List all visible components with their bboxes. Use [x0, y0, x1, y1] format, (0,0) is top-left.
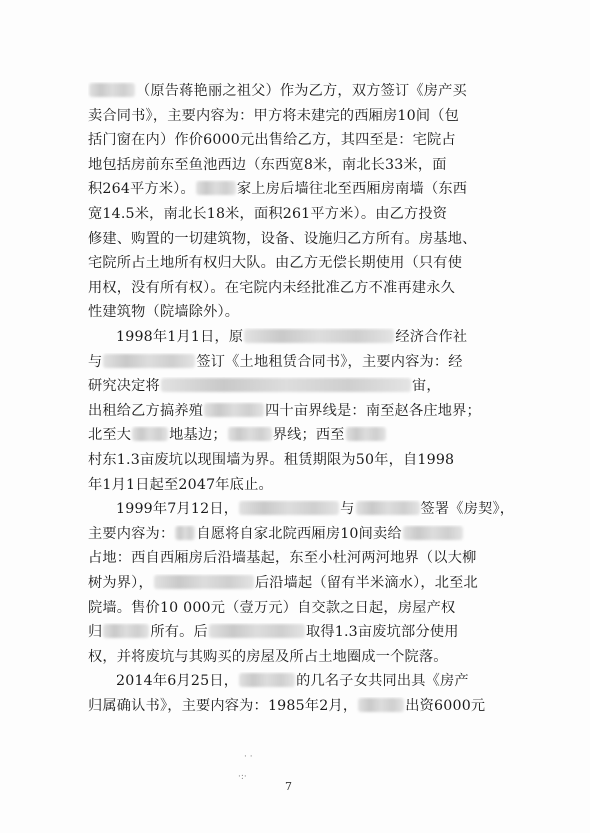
- text-segment: 归属确认书》，主要内容为：1985年2月，: [88, 698, 358, 714]
- text-line: [88, 451, 508, 469]
- text-line: [88, 549, 508, 567]
- text-line: [88, 279, 508, 297]
- text-segment: 村东1.3亩废坑以现围墙为界。租赁期限为50年，自1998: [88, 452, 455, 468]
- redaction-mark: [161, 378, 411, 392]
- text-segment: 修建、购置的一切建筑物，设备、设施归乙方所有。房基地、: [88, 230, 477, 247]
- text-segment: 权，并将废坑与其购买的房屋及所占土地圈成一个院落。: [88, 648, 448, 665]
- text-segment: 院墙。售价10 000元（壹万元）自交款之日起，房屋产权: [88, 599, 456, 616]
- redaction-mark: [356, 501, 420, 515]
- text-segment: 家上房后墙往北至西厢房南墙（东西: [236, 181, 468, 198]
- redaction-mark: [196, 181, 236, 195]
- text-segment: 取得1.3亩废坑部分使用: [305, 624, 459, 641]
- text-segment: 积264平方米）。: [88, 181, 195, 198]
- text-line: [88, 180, 508, 198]
- text-segment: 宽14.5米，南北长18米，面积261平方米）。由乙方投资: [88, 206, 448, 222]
- text-segment: 自愿将自家北院西厢房10间卖给: [196, 525, 402, 542]
- text-segment: 性建筑物（院墙除外）。: [88, 304, 240, 321]
- text-segment: 与: [340, 501, 355, 518]
- text-line: [88, 82, 508, 100]
- text-segment: 签订《土地租赁合同书》，主要内容为：经: [196, 353, 463, 370]
- text-segment: 主要内容为：: [88, 525, 175, 542]
- redaction-mark: [89, 83, 135, 97]
- text-line: [88, 525, 508, 543]
- text-segment: 与: [88, 353, 103, 370]
- redaction-mark: [154, 575, 254, 589]
- text-segment: 所有。后: [150, 624, 208, 641]
- text-line: [88, 599, 508, 617]
- text-line: [88, 205, 508, 223]
- text-line: [88, 254, 508, 272]
- text-line: [88, 500, 536, 518]
- redaction-mark: [403, 526, 463, 540]
- redaction-mark: [132, 427, 168, 441]
- text-segment: 1999年7月12日，: [116, 501, 239, 518]
- redaction-mark: [346, 427, 386, 441]
- redaction-mark: [358, 698, 404, 712]
- page-number: 7: [285, 780, 292, 793]
- text-segment: 树为界），: [88, 575, 153, 591]
- text-segment: 地包括房前东至鱼池西边（东西宽8米，南北长33米，面: [88, 156, 447, 173]
- text-line: [88, 156, 508, 174]
- redaction-mark: [244, 329, 394, 343]
- text-segment: 宙，: [411, 378, 441, 395]
- text-segment: 用权，没有所有权）。在宅院内未经批准乙方不准再建永久: [88, 279, 455, 296]
- redaction-mark: [239, 501, 339, 515]
- text-line: [88, 377, 508, 395]
- text-segment: 签署《房契》，: [420, 501, 515, 518]
- text-segment: 卖合同书》，主要内容为：甲方将未建完的西厢房10间（包: [88, 107, 460, 124]
- text-segment: 的几名子女共同出具《房产: [296, 673, 469, 690]
- redaction-mark: [228, 427, 272, 441]
- text-line: [88, 672, 536, 690]
- text-segment: （原告蒋艳丽之祖父）作为乙方，双方签订《房产买: [136, 83, 467, 99]
- text-line: [88, 697, 508, 715]
- scan-speck: · ·: [244, 752, 253, 762]
- text-line: [88, 107, 508, 125]
- redaction-mark: [103, 624, 149, 638]
- text-segment: 北至大: [88, 427, 132, 444]
- text-segment: 研究决定将: [88, 378, 160, 395]
- text-line: [88, 328, 536, 346]
- text-line: [88, 353, 508, 371]
- text-segment: 地基边；: [169, 427, 227, 444]
- redaction-mark: [103, 354, 195, 368]
- text-segment: 出租给乙方搞养殖: [88, 402, 204, 419]
- text-segment: 出资6000元: [405, 698, 486, 714]
- text-segment: 占地：西自西厢房后沿墙基起，东至小杜河两河地界（以大柳: [88, 550, 477, 567]
- redaction-mark: [175, 526, 195, 540]
- text-segment: 后沿墙起（留有半米滴水），北至北: [254, 575, 478, 591]
- text-line: [88, 402, 508, 420]
- text-segment: 1998年1月1日，原: [116, 329, 244, 345]
- text-line: [88, 303, 508, 321]
- text-segment: 四十亩界线是：南至赵各庄地界；: [265, 402, 481, 419]
- text-segment: 括门窗在内）作价6000元出售给乙方，其四至是：宅院占: [88, 132, 456, 149]
- text-segment: 宅院所占土地所有权归大队。由乙方无偿长期使用（只有使: [88, 255, 463, 272]
- text-segment: 2014年6月25日，: [116, 673, 239, 690]
- text-line: [88, 623, 508, 641]
- text-line: [88, 426, 508, 444]
- text-line: [88, 131, 508, 149]
- text-line: [88, 476, 508, 494]
- text-line: [88, 648, 508, 666]
- scan-speck: ·:·: [238, 772, 247, 782]
- redaction-mark: [239, 673, 295, 687]
- text-line: [88, 230, 508, 248]
- text-segment: 年1月1日起至2047年底止。: [88, 476, 273, 493]
- text-segment: 经济合作社: [395, 329, 468, 345]
- redaction-mark: [209, 624, 305, 638]
- text-segment: 归: [88, 624, 103, 641]
- text-line: [88, 574, 508, 592]
- redaction-mark: [204, 403, 264, 417]
- text-segment: 界线；西至: [272, 427, 345, 444]
